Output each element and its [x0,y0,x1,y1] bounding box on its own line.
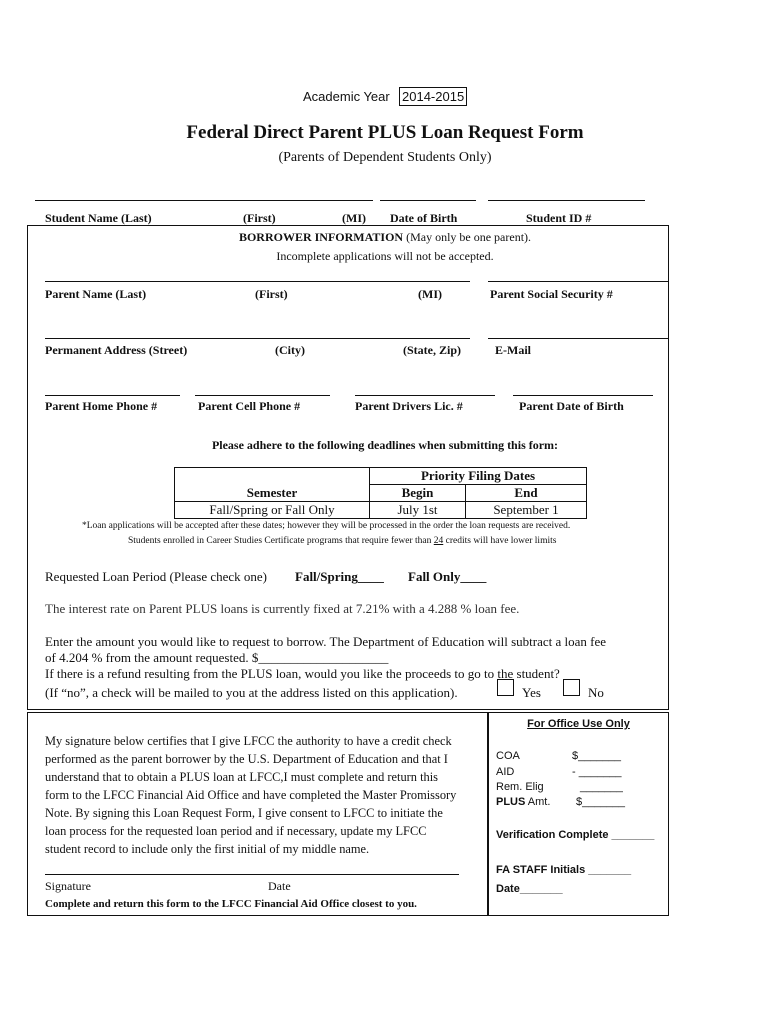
cert-line: understand that to obtain a PLUS loan at LFCC,I must complete and return this [45,770,438,784]
amount-instruction-2[interactable]: of 4.204 % from the amount requested. $____________________ [45,650,389,665]
student-mi-label: (MI) [342,211,366,225]
career-note-pre: Students enrolled in Career Studies Certificate programs that require fewer than [128,536,434,546]
signature-line[interactable] [45,874,459,875]
row-end: September 1 [466,502,587,519]
no-checkbox[interactable] [563,679,580,696]
office-use-heading: For Office Use Only [527,718,630,730]
incomplete-note: Incomplete applications will not be accepted. [276,249,494,263]
office-date[interactable]: Date_______ [496,883,563,895]
amount-instruction-1: Enter the amount you would like to request to borrow. The Department of Education will subtract a loan fee [45,634,607,649]
coa-value[interactable]: $_______ [572,750,621,762]
deadline-table [174,467,587,519]
row-begin: July 1st [370,502,466,519]
academic-year-value: 2014-2015 [399,87,467,106]
parent-mi-label: (MI) [418,287,442,301]
semester-header: Semester [175,485,370,502]
parent-ssn-label: Parent Social Security # [490,287,613,301]
drivers-lic-label: Parent Drivers Lic. # [355,399,463,413]
home-phone-label: Parent Home Phone # [45,399,158,413]
form-title: Federal Direct Parent PLUS Loan Request Form [186,122,584,143]
fa-staff-initials[interactable]: FA STAFF Initials _______ [496,864,632,876]
row-semester: Fall/Spring or Fall Only [175,502,370,519]
student-dob-line[interactable] [380,200,476,201]
parent-name-line[interactable] [45,281,470,282]
priority-header: Priority Filing Dates [370,468,587,485]
begin-header: Begin [370,485,466,502]
table-row [175,502,587,519]
parent-ssn-line[interactable] [488,281,668,282]
email-label: E-Mail [495,343,531,357]
address-city-label: (City) [275,343,305,357]
loan-period-label: Requested Loan Period (Please check one) [45,569,268,584]
form-subtitle: (Parents of Dependent Students Only) [278,150,492,165]
refund-question: If there is a refund resulting from the PLUS loan, would you like the proceeds to go to the student? [45,666,560,681]
borrower-heading-note: (May only be one parent). [406,230,532,244]
option-fall-only[interactable]: Fall Only____ [408,569,487,584]
address-line[interactable] [45,338,470,339]
yes-label: Yes [522,685,541,700]
borrower-heading-bold: BORROWER INFORMATION [238,230,404,244]
student-id-line[interactable] [488,200,645,201]
student-id-label: Student ID # [526,211,592,225]
rem-elig-value[interactable]: _______ [580,781,623,793]
home-phone-line[interactable] [45,395,180,396]
deadline-instruction: Please adhere to the following deadlines when submitting this form: [211,438,559,452]
address-street-label: Permanent Address (Street) [45,343,188,357]
career-note-credits: 24 [433,536,444,546]
option-fall-spring[interactable]: Fall/Spring____ [295,569,384,584]
parent-dob-line[interactable] [513,395,653,396]
cert-line: My signature below certifies that I give LFCC the authority to have a credit check [45,734,452,748]
verification-complete[interactable]: Verification Complete _______ [496,829,655,841]
career-note-post: credits will have lower limits [443,536,557,546]
borrower-heading [0,230,770,245]
parent-first-label: (First) [255,287,288,301]
return-note: Complete and return this form to the LFCC Financial Aid Office closest to you. [45,898,417,910]
cert-line: loan process for the requested loan period and if necessary, update my LFCC [45,824,427,838]
academic-year-label: Academic Year [303,89,390,104]
yes-checkbox[interactable] [497,679,514,696]
cert-line: Note. By signing this Loan Request Form, I give consent to LFCC to initiate the [45,806,443,820]
plus-label-bold: PLUS [496,796,526,808]
address-state-zip-label: (State, Zip) [403,343,461,357]
aid-value[interactable]: - _______ [572,766,622,778]
cert-line: form to the LFCC Financial Aid Office and have completed the Master Promissory [45,788,457,802]
coa-label: COA [496,750,520,762]
end-header: End [466,485,587,502]
student-last-label: Student Name (Last) [45,211,152,225]
signature-label: Signature [45,879,91,893]
career-studies-note [128,536,556,546]
aid-label: AID [496,766,515,778]
student-first-label: (First) [243,211,276,225]
student-dob-label: Date of Birth [390,211,458,225]
plus-amt-value[interactable]: $_______ [576,796,625,808]
cert-line: performed as the parent borrower by the U.S. Department of Education and that I [45,752,448,766]
cell-phone-line[interactable] [195,395,330,396]
parent-last-label: Parent Name (Last) [45,287,147,301]
parent-dob-label: Parent Date of Birth [519,399,624,413]
no-label: No [588,685,604,700]
rem-elig-label: Rem. Elig [496,781,544,793]
plus-label-rest: Amt. [525,796,551,808]
student-name-line[interactable] [35,200,373,201]
date-label: Date [268,879,291,893]
deadline-note: *Loan applications will be accepted after these dates; however they will be processed in the order the loan requests are received. [82,521,571,531]
refund-no-note: (If “no”, a check will be mailed to you at the address listed on this application). [45,685,458,700]
drivers-lic-line[interactable] [355,395,495,396]
plus-amt-label [496,796,550,808]
interest-rate-text: The interest rate on Parent PLUS loans is currently fixed at 7.21% with a 4.288 % loan fee. [45,601,520,616]
cell-phone-label: Parent Cell Phone # [198,399,301,413]
cert-line: student record to include only the first initial of my middle name. [45,842,370,856]
email-line[interactable] [488,338,668,339]
